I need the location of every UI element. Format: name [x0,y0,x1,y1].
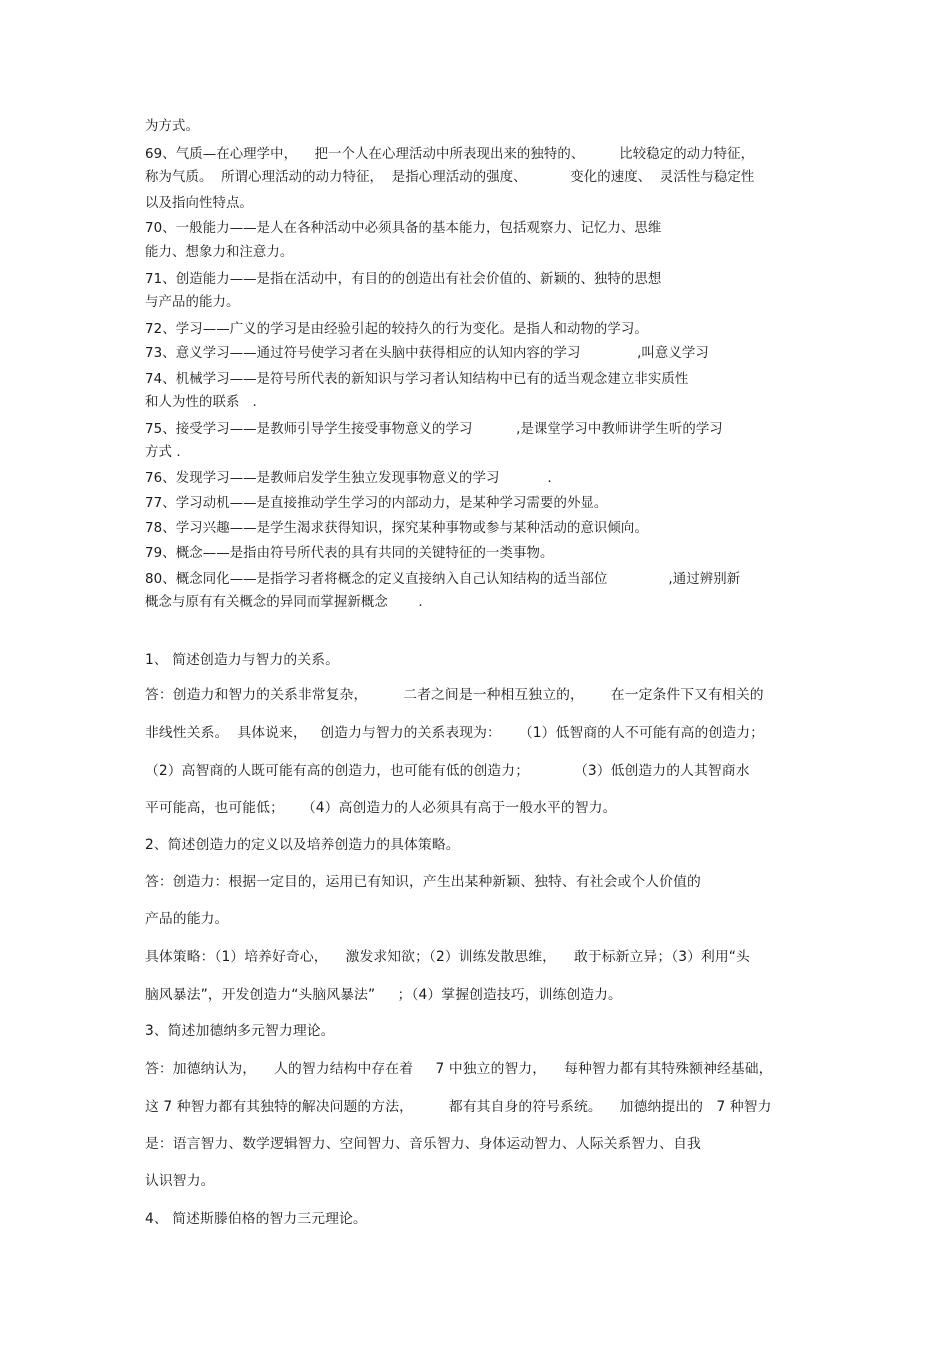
answer-line: 具体策略：（1）培养好奇心， 激发求知欲；（2）训练发散思维， 敢于标新立异；（3）利用“头 [145,949,750,965]
definition-line: 能力、想象力和注意力。 [145,245,294,260]
answer-line: 脑风暴法”，开发创造力“头脑风暴法” ；（4）掌握创造技巧，训练创造力。 [145,987,622,1003]
question-heading: 4、 简述斯滕伯格的智力三元理论。 [145,1211,367,1227]
definition-line: 与产品的能力。 [145,295,240,310]
definition-line: 和人为性的联系 . [145,395,257,410]
definition-line: 76、发现学习——是教师启发学生独立发现事物意义的学习 . [145,471,552,486]
answer-line: （2）高智商的人既可能有高的创造力，也可能有低的创造力； （3）低创造力的人其智商水 [145,763,750,779]
answer-line: 是：语言智力、数学逻辑智力、空间智力、音乐智力、身体运动智力、人际关系智力、自我 [145,1136,701,1152]
definition-line: 78、学习兴趣——是学生渴求获得知识，探究某种事物或参与某种活动的意识倾向。 [145,521,648,536]
answer-line: 这 7 种智力都有其独特的解决问题的方法， 都有其自身的符号系统。 加德纳提出的 7 种智力 [145,1099,772,1115]
definition-line: 为方式。 [145,119,199,134]
answer-line: 答：创造力：根据一定目的，运用已有知识，产生出某种新颖、独特、有社会或个人价值的 [145,874,701,890]
answer-line: 答：创造力和智力的关系非常复杂， 二者之间是一种相互独立的， 在一定条件下又有相关的 [145,687,764,703]
answer-line: 非线性关系。 具体说来， 创造力与智力的关系表现为： （1）低智商的人不可能有高的创造力； [145,725,765,741]
question-heading: 2、简述创造力的定义以及培养创造力的具体策略。 [145,837,460,853]
answer-line: 平可能高，也可能低； （4）高创造力的人必须具有高于一般水平的智力。 [145,800,617,816]
definition-line: 称为气质。 所谓心理活动的动力特征， 是指心理活动的强度、 变化的速度、 灵活性与稳定性 [145,170,755,185]
definition-line: 72、学习——广义的学习是由经验引起的较持久的行为变化。是指人和动物的学习。 [145,322,648,337]
definition-line: 方式 . [145,445,181,460]
definition-line: 80、概念同化——是指学习者将概念的定义直接纳入自己认知结构的适当部位 ,通过辨别新 [145,572,741,587]
definition-line: 73、意义学习——通过符号使学习者在头脑中获得相应的认知内容的学习 ,叫意义学习 [145,346,709,361]
definition-line: 概念与原有有关概念的异同而掌握新概念 . [145,595,423,610]
definition-line: 75、接受学习——是教师引导学生接受事物意义的学习 ,是课堂学习中教师讲学生听的学习 [145,422,723,437]
answer-line: 认识智力。 [145,1173,215,1189]
definition-line: 74、机械学习——是符号所代表的新知识与学习者认知结构中已有的适当观念建立非实质性 [145,372,689,387]
answer-line: 产品的能力。 [145,911,229,927]
definition-line: 79、概念——是指由符号所代表的具有共同的关键特征的一类事物。 [145,546,554,561]
answer-line: 答：加德纳认为， 人的智力结构中存在着 7 中独立的智力， 每种智力都有其特殊额神经基础， [145,1061,773,1077]
definition-line: 以及指向性特点。 [145,196,253,211]
definition-line: 71、创造能力——是指在活动中，有目的的创造出有社会价值的、新颖的、独特的思想 [145,272,662,287]
question-heading: 1、 简述创造力与智力的关系。 [145,652,340,668]
question-heading: 3、简述加德纳多元智力理论。 [145,1023,335,1039]
definition-line: 69、气质—在心理学中， 把一个人在心理活动中所表现出来的独特的、 比较稳定的动力特征， [145,147,755,162]
definition-line: 70、一般能力——是人在各种活动中必须具备的基本能力，包括观察力、记忆力、思维 [145,221,662,236]
definition-line: 77、学习动机——是直接推动学生学习的内部动力，是某种学习需要的外显。 [145,496,608,511]
